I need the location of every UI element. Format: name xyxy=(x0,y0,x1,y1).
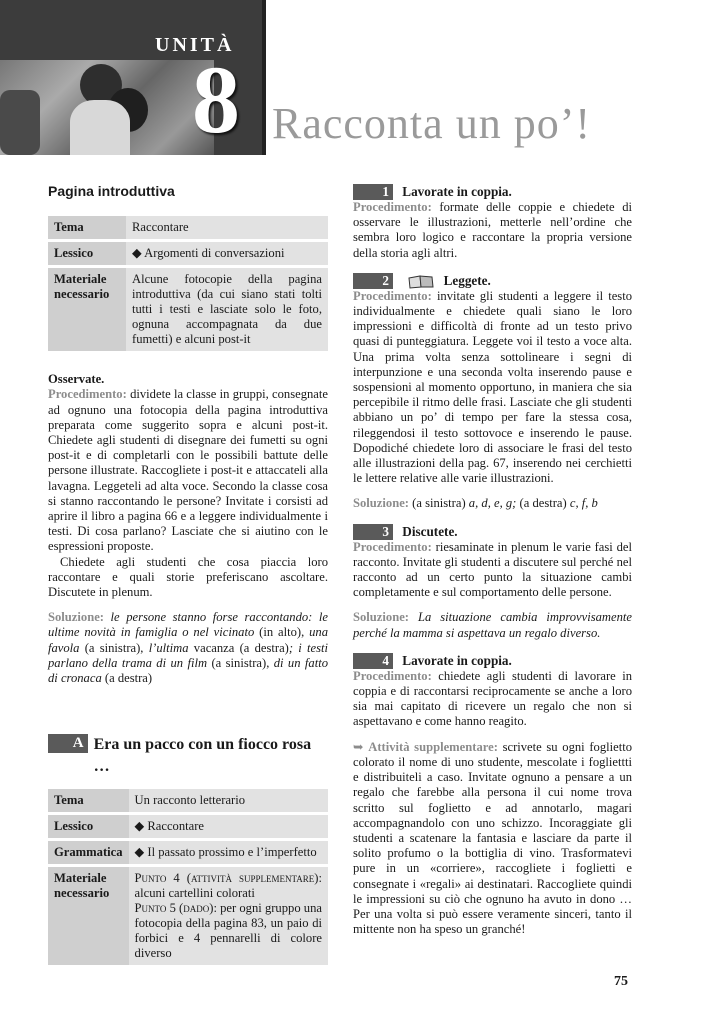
table-key: Lessico xyxy=(48,815,129,838)
task-number-badge: 3 xyxy=(353,524,393,540)
task-number-badge: 2 xyxy=(353,273,393,289)
table-value: Raccontare xyxy=(126,216,328,239)
task-title: Discutete. xyxy=(402,523,458,539)
table-row xyxy=(48,815,328,838)
task-2 xyxy=(353,273,632,512)
right-column xyxy=(353,184,632,949)
intro-solution xyxy=(48,610,328,686)
task-solution xyxy=(353,610,632,640)
procedure-text: dividete la classe in gruppi, consegnate ad ognuno una fotocopia della pagina introduttiva preparata come suggerito sopra e alcuni post-it. Chiedete agli studenti di disegnare dei fumetti su ogni post-it e di completarli con le possibili battute delle persone illustrate. Raccogliete i post-it e attaccateli alla lavagna. Leggeteli ad alta voce. Secondo la classe cosa si stanno raccontando le persone? Invitate i corsisti ad aprire il libro a pagina 66 e a leggere individualmente i testi. Di cosa parlano? Lasciate che si aiutino con le espressioni proposte. xyxy=(48,387,328,554)
task-number-badge: 4 xyxy=(353,653,393,669)
book-icon xyxy=(408,275,434,289)
solution-text-pre: (a sinistra) xyxy=(412,496,469,511)
intro-heading: Pagina introduttiva xyxy=(48,183,175,199)
solution-fragment: (a sinistra), xyxy=(207,655,274,670)
table-value xyxy=(129,867,328,965)
table-row xyxy=(48,216,328,239)
solution-label: Soluzione: xyxy=(353,610,409,625)
procedure-label: Procedimento: xyxy=(48,387,127,402)
section-badge: A xyxy=(48,734,88,753)
table-key: Tema xyxy=(48,216,126,239)
table-key: Tema xyxy=(48,789,129,812)
solution-fragment: (in alto), xyxy=(254,625,310,640)
solution-fragment: (a destra) xyxy=(101,671,153,686)
solution-text: La situazione cambia improvvisamente perché la mamma si aspettava un regalo diverso. xyxy=(353,610,632,640)
task-heading xyxy=(353,524,632,540)
page-number: 75 xyxy=(614,974,628,989)
task-1 xyxy=(353,184,632,261)
solution-label: Soluzione: xyxy=(353,496,409,511)
procedure-text: chiedete agli studenti di lavorare in coppia e di raccontarsi reciprocamente se anche a loro sia mai capitato di ricevere un regalo che non si aspettavano e come hanno reagito. xyxy=(353,668,632,729)
solution-fragment: ; i testi parlano della trama di un film xyxy=(48,640,328,670)
table-row xyxy=(48,242,328,265)
solution-fragment: di un fatto di cronaca xyxy=(48,655,329,686)
material-point-5-text: : per ogni gruppo una fotocopia della pagina 83, un paio di forbici e 4 pennarelli di colore diverso xyxy=(134,901,322,961)
procedure-text: formate delle coppie e chiedete di osservare le illustrazioni, metterle nell’ordine che sembra loro logico e raccontare la propria versione della storia agli altri. xyxy=(353,200,632,260)
table-value: Un racconto letterario xyxy=(129,789,328,812)
solution-text-mid: (a destra) xyxy=(516,496,570,511)
table-key: Materiale necessario xyxy=(48,268,126,351)
intro-procedure xyxy=(48,387,328,554)
task-procedure xyxy=(353,289,632,487)
task-4 xyxy=(353,653,632,937)
task-title: Lavorate in coppia. xyxy=(402,652,512,668)
intro-procedure-2: Chiedete agli studenti che cosa piaccia loro raccontare e quali storie preferiscano ascoltare. Discutete in plenum. xyxy=(48,554,328,600)
task-solution xyxy=(353,496,632,511)
task-procedure xyxy=(353,200,632,261)
table-key: Lessico xyxy=(48,242,126,265)
task-procedure xyxy=(353,669,632,730)
material-point-4: Punto 4 (attività supplementare) xyxy=(134,871,319,886)
solution-label: Soluzione: xyxy=(48,610,104,625)
section-a-title: Era un pacco con un fiocco rosa … xyxy=(93,736,312,776)
table-row xyxy=(48,841,328,864)
solution-letters-left: a, d, e, g; xyxy=(468,496,517,511)
table-key: Materiale necessario xyxy=(48,867,129,965)
task-procedure xyxy=(353,540,632,601)
procedure-label: Procedimento: xyxy=(353,200,432,214)
extra-activity-label: Attività supplementare: xyxy=(368,739,498,754)
procedure-label: Procedimento: xyxy=(353,668,432,683)
unit-header-band xyxy=(0,0,266,155)
table-value: ◆ Il passato prossimo e l’imperfetto xyxy=(129,841,328,864)
table-row xyxy=(48,789,328,812)
task-heading xyxy=(353,273,632,289)
solution-fragment: le persone stanno forse raccontando: le ultime novità in famiglia o nel vicinato xyxy=(48,610,328,640)
task-heading xyxy=(353,184,632,200)
unit-label: UNITÀ xyxy=(155,34,235,56)
unit-number: 8 xyxy=(192,46,240,153)
table-key: Grammatica xyxy=(48,841,129,864)
table-value: ◆ Argomenti di conversazioni xyxy=(126,242,328,265)
arrow-right-icon: ➥ xyxy=(353,739,364,754)
solution-fragment: una favola xyxy=(48,625,328,655)
material-point-4-text: : alcuni cartellini colorati xyxy=(134,871,322,901)
section-a-table xyxy=(48,786,328,968)
procedure-label: Procedimento: xyxy=(353,539,432,554)
material-point-5: Punto 5 (dado) xyxy=(134,901,214,916)
task-title: Lavorate in coppia. xyxy=(402,184,512,199)
table-row xyxy=(48,268,328,351)
intro-table xyxy=(48,213,328,354)
solution-letters-right: c, f, b xyxy=(569,496,598,511)
procedure-label: Procedimento: xyxy=(353,288,432,303)
section-a-heading xyxy=(48,734,328,778)
header-photo xyxy=(0,60,214,155)
solution-fragment: vacanza (a destra) xyxy=(188,640,289,655)
table-row xyxy=(48,867,328,965)
task-3 xyxy=(353,524,632,641)
procedure-text: riesaminate in plenum le varie fasi del racconto. Invitate gli studenti a discutere sul perché nel racconto ad un certo punto la situazione cambi completamente e sul comportamento delle persone. xyxy=(353,539,632,600)
procedure-text: invitate gli studenti a leggere il testo individualmente e chiedete quali siano le loro impressioni e difficoltà di fronte ad un testo privo quasi di punteggiatura. Leggete voi il testo a voce alta. Una prima volta senza sottolineare i segni di interpunzione e una seconda volta inserendo pause e sospensioni al momento opportuno, in maniera che sia percepibile il ritmo delle frasi. Lasciate che gli studenti abbiano un po’ di tempo per fare la stessa cosa, rileggendosi il testo sottovoce e inserendo le pause. Dopodiché chiedete loro di associare le frasi del testo alle illustrazioni della pag. 67, inserendo nei cerchietti le lettere relative alle varie illustrazioni. xyxy=(353,288,632,486)
table-value: ◆ Raccontare xyxy=(129,815,328,838)
left-column xyxy=(48,184,328,986)
table-value: Alcune fotocopie della pagina introduttiva (da cui siano stati tolti tutti i testi e lasciate solo le foto, ognuna accompagnata da due fumetti) e alcuni post-it xyxy=(126,268,328,351)
solution-fragment: (a sinistra), xyxy=(79,640,149,655)
task-number-badge: 1 xyxy=(353,184,393,200)
task-title: Leggete. xyxy=(443,272,491,288)
unit-title: Racconta un po’! xyxy=(272,99,591,148)
extra-activity xyxy=(353,740,632,938)
observe-heading: Osservate. xyxy=(48,372,105,387)
extra-activity-text: scrivete su ogni foglietto colorato il nome di uno studente, mescolate i fogliettti e distribuiteli a caso. Invitate ognuno a pensare a un regalo che farebbe alla persona il cui nome trova scritto sul foglietto e ad annotarlo, magari accompagnandolo con uno schizzo. Incoraggiate gli studenti a scatenare la fantasia e lasciare da parte il solito profumo o la bottiglia di vino. Trasformatevi pure in un «corriere», raccogliete i foglietti e consegnate i «regali» ai destinatari. Raccogliete quindi le impressioni su ciò che ognuno ha avuto in dono … Per una volta si può essere veramente sinceri, tanto il mittente non ha speso un granché! xyxy=(353,739,632,937)
solution-fragment: l’ultima xyxy=(148,640,189,655)
task-heading xyxy=(353,653,632,669)
